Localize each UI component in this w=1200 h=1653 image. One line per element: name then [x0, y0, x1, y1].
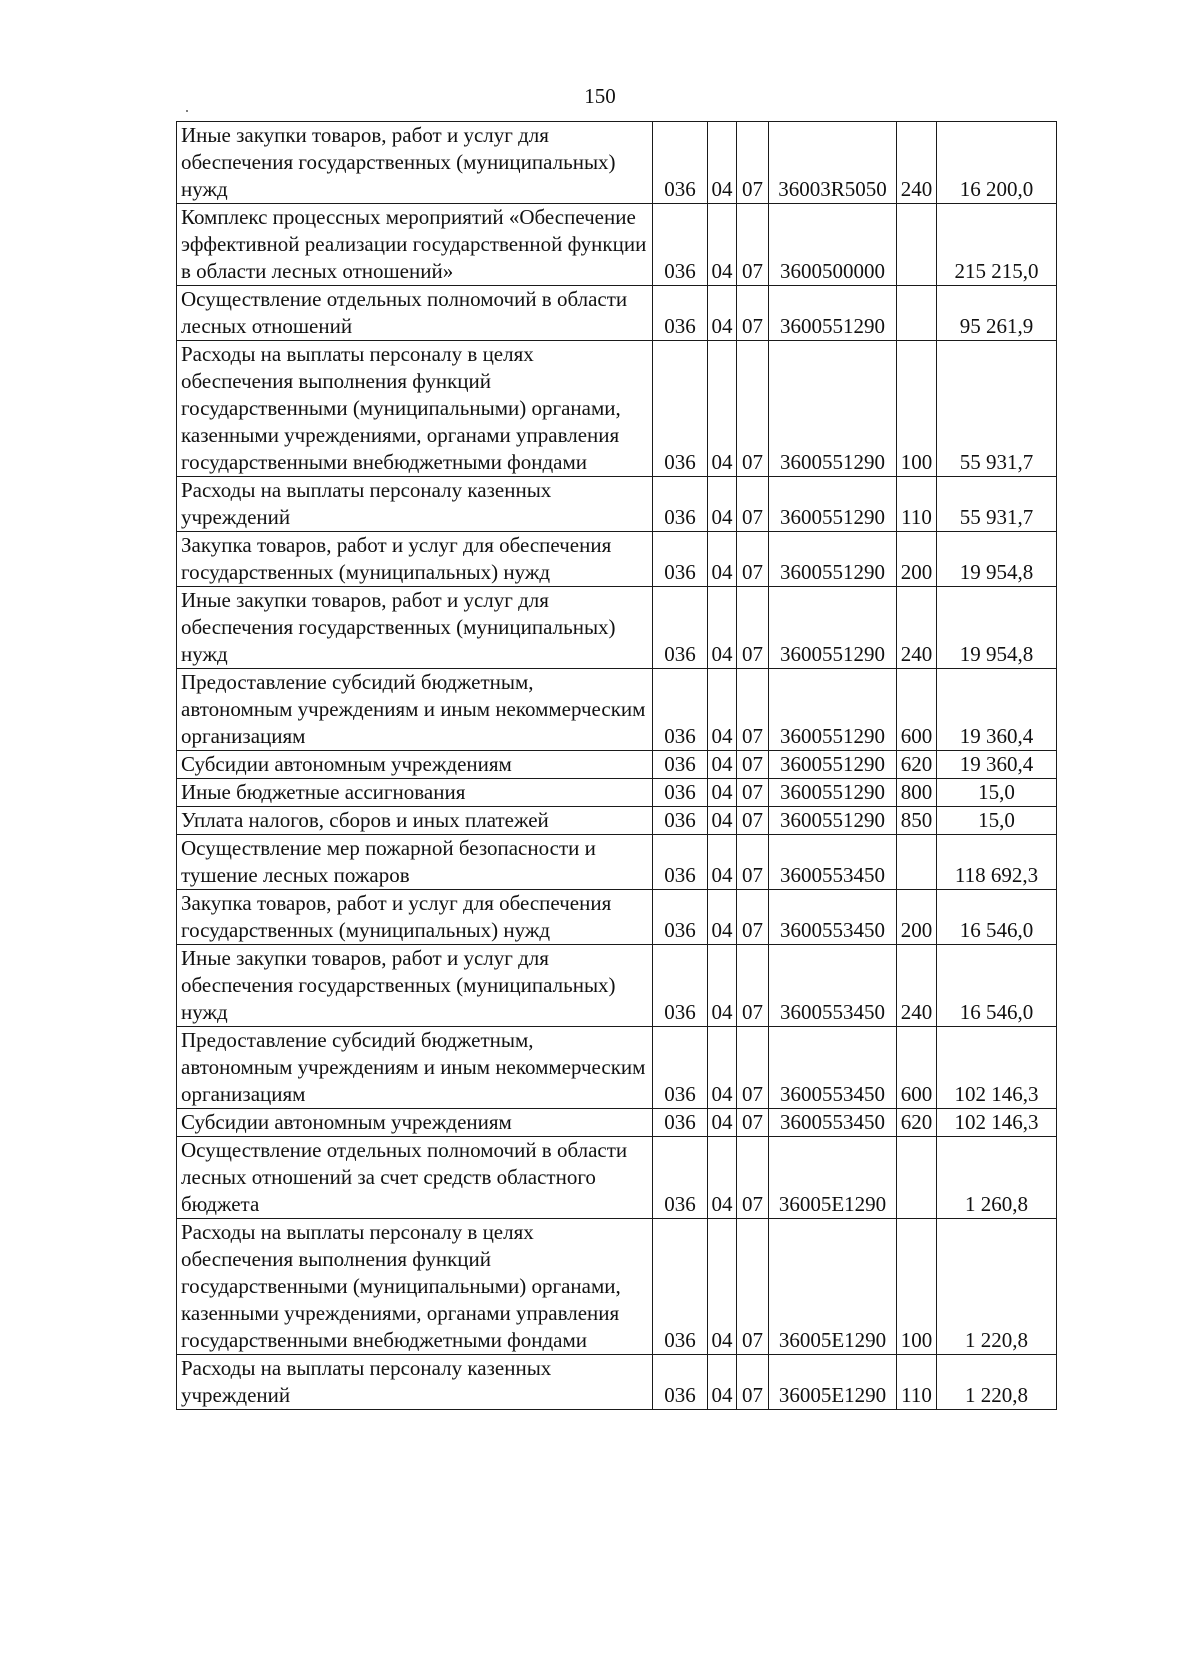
amount-cell: 55 931,7 — [937, 341, 1057, 477]
subsection-code-cell: 07 — [737, 1109, 769, 1137]
table-row — [177, 1027, 1057, 1109]
target-article-code-cell: 3600551290 — [769, 669, 897, 751]
section-code-cell: 04 — [708, 341, 737, 477]
table-row — [177, 835, 1057, 890]
subsection-code-cell: 07 — [737, 122, 769, 204]
target-article-code-cell: 36005E1290 — [769, 1355, 897, 1410]
subsection-code-cell: 07 — [737, 587, 769, 669]
amount-cell: 15,0 — [937, 807, 1057, 835]
amount-cell: 19 360,4 — [937, 669, 1057, 751]
table-row — [177, 807, 1057, 835]
target-article-code-cell: 36003R5050 — [769, 122, 897, 204]
target-article-code-cell: 3600551290 — [769, 532, 897, 587]
subsection-code-cell: 07 — [737, 341, 769, 477]
expense-name-cell: Осуществление мер пожарной безопасности и тушение лесных пожаров — [177, 835, 653, 890]
subsection-code-cell: 07 — [737, 477, 769, 532]
subsection-code-cell: 07 — [737, 890, 769, 945]
target-article-code-cell: 3600551290 — [769, 286, 897, 341]
grbs-code-cell: 036 — [653, 835, 708, 890]
expense-type-code-cell: 850 — [897, 807, 937, 835]
expense-name-cell: Закупка товаров, работ и услуг для обеспечения государственных (муниципальных) нужд — [177, 532, 653, 587]
grbs-code-cell: 036 — [653, 587, 708, 669]
subsection-code-cell: 07 — [737, 779, 769, 807]
table-row — [177, 890, 1057, 945]
amount-cell: 1 220,8 — [937, 1355, 1057, 1410]
target-article-code-cell: 36005E1290 — [769, 1137, 897, 1219]
expense-type-code-cell: 240 — [897, 122, 937, 204]
table-row — [177, 341, 1057, 477]
grbs-code-cell: 036 — [653, 1109, 708, 1137]
amount-cell: 19 954,8 — [937, 587, 1057, 669]
amount-cell: 95 261,9 — [937, 286, 1057, 341]
expense-type-code-cell — [897, 1137, 937, 1219]
section-code-cell: 04 — [708, 477, 737, 532]
table-row — [177, 477, 1057, 532]
section-code-cell: 04 — [708, 945, 737, 1027]
grbs-code-cell: 036 — [653, 532, 708, 587]
expense-type-code-cell: 110 — [897, 1355, 937, 1410]
subsection-code-cell: 07 — [737, 204, 769, 286]
target-article-code-cell: 3600553450 — [769, 890, 897, 945]
expense-type-code-cell — [897, 286, 937, 341]
expense-name-cell: Расходы на выплаты персоналу казенных учреждений — [177, 1355, 653, 1410]
amount-cell: 15,0 — [937, 779, 1057, 807]
amount-cell: 102 146,3 — [937, 1027, 1057, 1109]
target-article-code-cell: 36005E1290 — [769, 1219, 897, 1355]
amount-cell: 16 546,0 — [937, 890, 1057, 945]
grbs-code-cell: 036 — [653, 1219, 708, 1355]
grbs-code-cell: 036 — [653, 1027, 708, 1109]
expense-name-cell: Субсидии автономным учреждениям — [177, 751, 653, 779]
subsection-code-cell: 07 — [737, 945, 769, 1027]
target-article-code-cell: 3600551290 — [769, 751, 897, 779]
expense-type-code-cell: 620 — [897, 1109, 937, 1137]
amount-cell: 118 692,3 — [937, 835, 1057, 890]
grbs-code-cell: 036 — [653, 890, 708, 945]
expense-name-cell: Предоставление субсидий бюджетным, автономным учреждениям и иным некоммерческим организациям — [177, 669, 653, 751]
grbs-code-cell: 036 — [653, 751, 708, 779]
expense-type-code-cell: 620 — [897, 751, 937, 779]
target-article-code-cell: 3600551290 — [769, 477, 897, 532]
table-row — [177, 122, 1057, 204]
table-row — [177, 286, 1057, 341]
grbs-code-cell: 036 — [653, 477, 708, 532]
section-code-cell: 04 — [708, 669, 737, 751]
subsection-code-cell: 07 — [737, 1219, 769, 1355]
grbs-code-cell: 036 — [653, 286, 708, 341]
target-article-code-cell: 3600553450 — [769, 945, 897, 1027]
target-article-code-cell: 3600553450 — [769, 1027, 897, 1109]
amount-cell: 19 954,8 — [937, 532, 1057, 587]
section-code-cell: 04 — [708, 587, 737, 669]
table-row — [177, 587, 1057, 669]
expense-type-code-cell: 100 — [897, 1219, 937, 1355]
target-article-code-cell: 3600551290 — [769, 807, 897, 835]
amount-cell: 215 215,0 — [937, 204, 1057, 286]
grbs-code-cell: 036 — [653, 122, 708, 204]
target-article-code-cell: 3600551290 — [769, 341, 897, 477]
section-code-cell: 04 — [708, 122, 737, 204]
table-row — [177, 1109, 1057, 1137]
subsection-code-cell: 07 — [737, 669, 769, 751]
subsection-code-cell: 07 — [737, 835, 769, 890]
grbs-code-cell: 036 — [653, 807, 708, 835]
page-number: 150 — [584, 84, 616, 108]
section-code-cell: 04 — [708, 835, 737, 890]
grbs-code-cell: 036 — [653, 1137, 708, 1219]
amount-cell: 16 200,0 — [937, 122, 1057, 204]
expense-type-code-cell: 240 — [897, 587, 937, 669]
table-row — [177, 945, 1057, 1027]
table-row — [177, 1219, 1057, 1355]
target-article-code-cell: 3600551290 — [769, 587, 897, 669]
expense-type-code-cell: 240 — [897, 945, 937, 1027]
budget-table-body — [177, 122, 1057, 1410]
grbs-code-cell: 036 — [653, 341, 708, 477]
expense-name-cell: Предоставление субсидий бюджетным, автономным учреждениям и иным некоммерческим организациям — [177, 1027, 653, 1109]
amount-cell: 19 360,4 — [937, 751, 1057, 779]
expense-name-cell: Уплата налогов, сборов и иных платежей — [177, 807, 653, 835]
expense-type-code-cell: 200 — [897, 890, 937, 945]
section-code-cell: 04 — [708, 779, 737, 807]
amount-cell: 102 146,3 — [937, 1109, 1057, 1137]
expense-name-cell: Иные закупки товаров, работ и услуг для обеспечения государственных (муниципальных) нужд — [177, 945, 653, 1027]
expense-type-code-cell: 600 — [897, 669, 937, 751]
amount-cell: 1 220,8 — [937, 1219, 1057, 1355]
expense-type-code-cell: 100 — [897, 341, 937, 477]
subsection-code-cell: 07 — [737, 532, 769, 587]
expense-type-code-cell: 600 — [897, 1027, 937, 1109]
grbs-code-cell: 036 — [653, 1355, 708, 1410]
table-row — [177, 1137, 1057, 1219]
scan-speck — [186, 110, 188, 112]
expense-name-cell: Осуществление отдельных полномочий в области лесных отношений — [177, 286, 653, 341]
target-article-code-cell: 3600551290 — [769, 779, 897, 807]
expense-name-cell: Комплекс процессных мероприятий «Обеспечение эффективной реализации государственной функции в области лесных отношений» — [177, 204, 653, 286]
amount-cell: 16 546,0 — [937, 945, 1057, 1027]
subsection-code-cell: 07 — [737, 1137, 769, 1219]
subsection-code-cell: 07 — [737, 751, 769, 779]
section-code-cell: 04 — [708, 1219, 737, 1355]
expense-type-code-cell — [897, 204, 937, 286]
section-code-cell: 04 — [708, 1355, 737, 1410]
table-row — [177, 532, 1057, 587]
expense-name-cell: Расходы на выплаты персоналу в целях обеспечения выполнения функций государственными (муниципальными) органами, казенными учреждениями, органами управления государственными внебюджетными фондами — [177, 341, 653, 477]
target-article-code-cell: 3600553450 — [769, 1109, 897, 1137]
grbs-code-cell: 036 — [653, 669, 708, 751]
expense-name-cell: Иные закупки товаров, работ и услуг для обеспечения государственных (муниципальных) нужд — [177, 587, 653, 669]
expense-type-code-cell: 200 — [897, 532, 937, 587]
grbs-code-cell: 036 — [653, 779, 708, 807]
subsection-code-cell: 07 — [737, 286, 769, 341]
expense-name-cell: Иные закупки товаров, работ и услуг для обеспечения государственных (муниципальных) нужд — [177, 122, 653, 204]
amount-cell: 1 260,8 — [937, 1137, 1057, 1219]
section-code-cell: 04 — [708, 286, 737, 341]
table-row — [177, 779, 1057, 807]
expense-type-code-cell: 800 — [897, 779, 937, 807]
budget-table — [176, 121, 1057, 1410]
table-row — [177, 204, 1057, 286]
section-code-cell: 04 — [708, 532, 737, 587]
section-code-cell: 04 — [708, 1137, 737, 1219]
subsection-code-cell: 07 — [737, 807, 769, 835]
amount-cell: 55 931,7 — [937, 477, 1057, 532]
expense-name-cell: Расходы на выплаты персоналу казенных учреждений — [177, 477, 653, 532]
table-row — [177, 751, 1057, 779]
expense-type-code-cell — [897, 835, 937, 890]
table-row — [177, 1355, 1057, 1410]
section-code-cell: 04 — [708, 751, 737, 779]
expense-type-code-cell: 110 — [897, 477, 937, 532]
section-code-cell: 04 — [708, 807, 737, 835]
target-article-code-cell: 3600500000 — [769, 204, 897, 286]
target-article-code-cell: 3600553450 — [769, 835, 897, 890]
expense-name-cell: Иные бюджетные ассигнования — [177, 779, 653, 807]
expense-name-cell: Осуществление отдельных полномочий в области лесных отношений за счет средств областного бюджета — [177, 1137, 653, 1219]
expense-name-cell: Закупка товаров, работ и услуг для обеспечения государственных (муниципальных) нужд — [177, 890, 653, 945]
subsection-code-cell: 07 — [737, 1355, 769, 1410]
table-row — [177, 669, 1057, 751]
expense-name-cell: Расходы на выплаты персоналу в целях обеспечения выполнения функций государственными (муниципальными) органами, казенными учреждениями, органами управления государственными внебюджетными фондами — [177, 1219, 653, 1355]
section-code-cell: 04 — [708, 1027, 737, 1109]
grbs-code-cell: 036 — [653, 204, 708, 286]
section-code-cell: 04 — [708, 1109, 737, 1137]
subsection-code-cell: 07 — [737, 1027, 769, 1109]
section-code-cell: 04 — [708, 890, 737, 945]
expense-name-cell: Субсидии автономным учреждениям — [177, 1109, 653, 1137]
section-code-cell: 04 — [708, 204, 737, 286]
grbs-code-cell: 036 — [653, 945, 708, 1027]
